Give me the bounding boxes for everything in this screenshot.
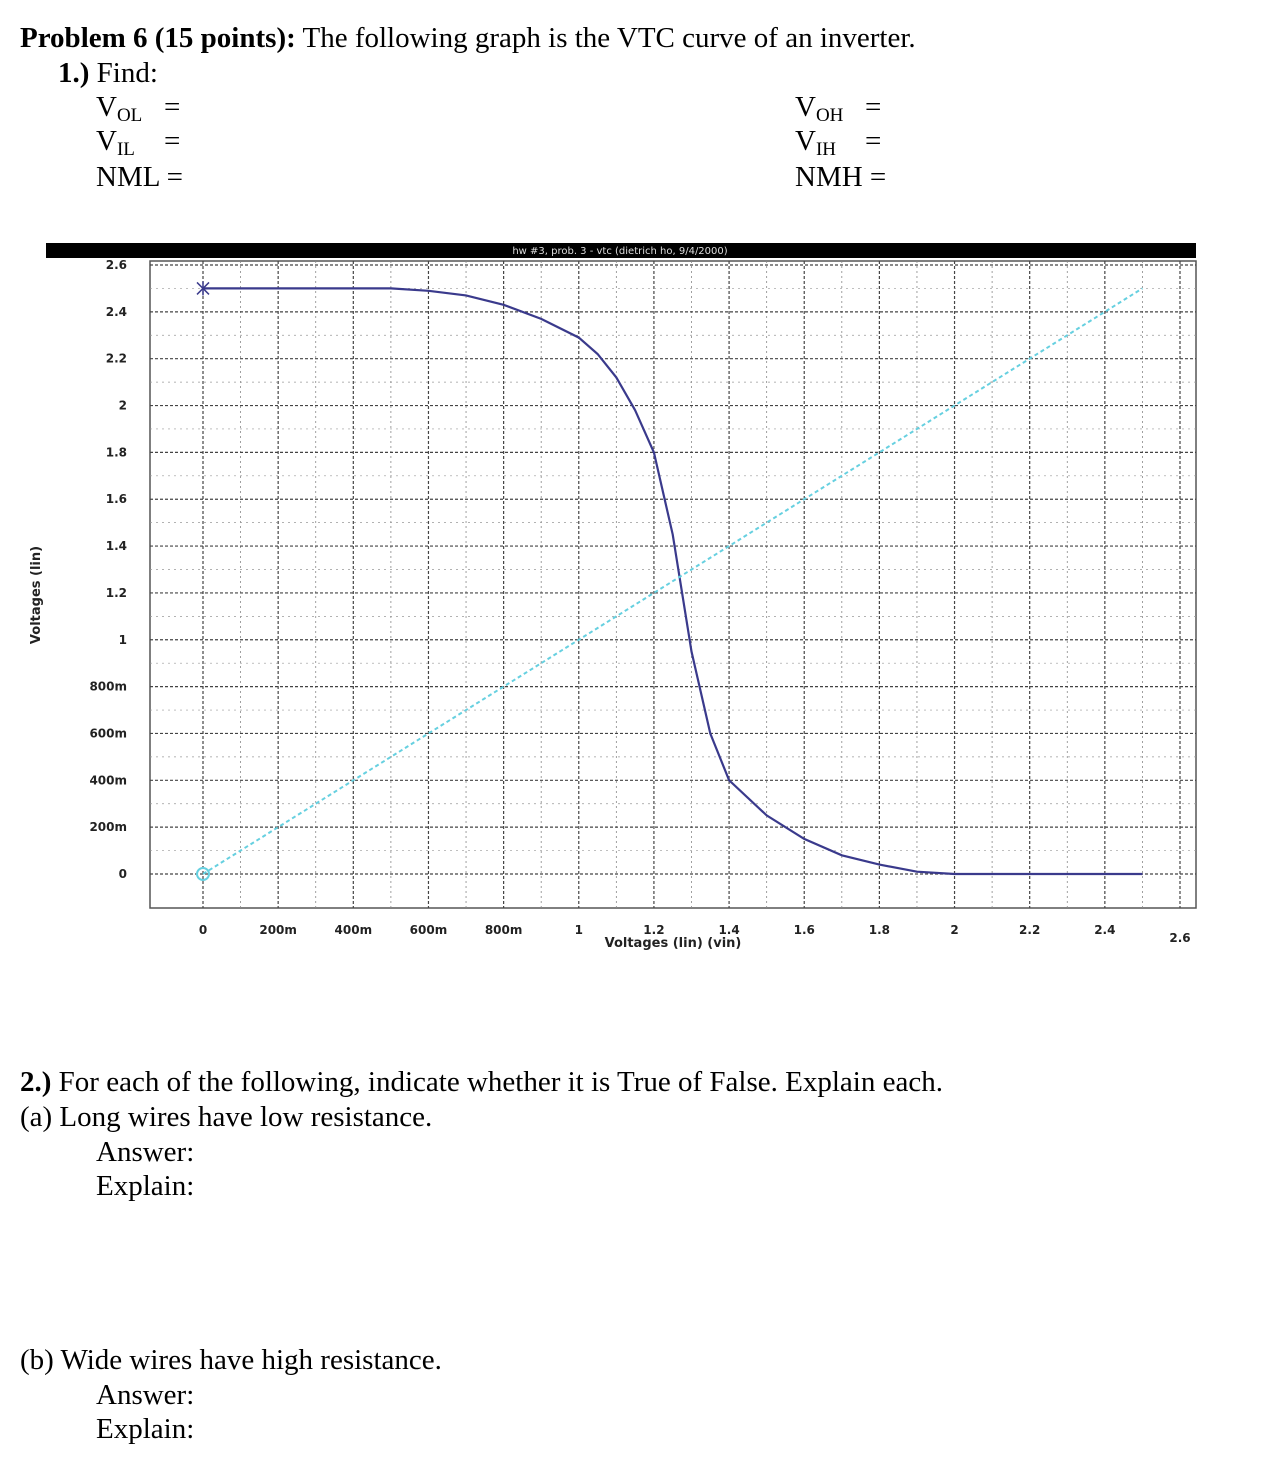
x-axis-title: Voltages (lin) (vin) (604, 936, 742, 951)
question-a-answer-label: Answer: (96, 1136, 195, 1168)
question-b-answer-label: Answer: (96, 1379, 195, 1411)
x-tick-label: 2.4 (1094, 923, 1116, 937)
question-b-explain-label: Explain: (96, 1413, 195, 1445)
field-nml: NML = (96, 161, 183, 193)
chart-series (197, 281, 1142, 880)
field-voh: VOH (795, 91, 844, 126)
x-tick-label: 0 (198, 923, 208, 937)
part1-label: 1.) (58, 57, 90, 89)
x-tick-label: 1.6 (793, 923, 815, 937)
x-tick-label: 2 (950, 923, 959, 937)
y-tick-label: 2.4 (105, 304, 127, 319)
y-tick-label: 600m (89, 726, 127, 741)
part2-instruction: For each of the following, indicate whether it is True of False. Explain each. (58, 1066, 943, 1098)
chart-grid (150, 261, 1196, 908)
x-tick-label: 1.4 (718, 923, 740, 937)
field-vih-equals: = (865, 125, 882, 157)
problem-heading: Problem 6 (15 points): (20, 22, 296, 54)
x-tick-label: 600m (409, 923, 448, 937)
part1-instruction: Find: (96, 57, 158, 89)
y-tick-label: 200m (89, 820, 127, 835)
field-vih: VIH (795, 125, 837, 160)
unity-gain-line (203, 288, 1142, 874)
y-tick-label: 1.4 (105, 539, 127, 554)
question-a-statement: (a) Long wires have low resistance. (20, 1101, 433, 1133)
x-tick-label: 2.6 (1169, 931, 1191, 945)
field-voh-equals: = (865, 91, 882, 123)
y-tick-label: 2.6 (105, 258, 127, 272)
x-tick-label: 1.2 (643, 923, 665, 937)
field-vol: VOL (96, 91, 143, 126)
x-tick-label: 800m (484, 923, 523, 937)
part2-heading (20, 1068, 943, 1097)
y-tick-label: 800m (89, 679, 127, 694)
field-vil-equals: = (164, 125, 181, 157)
part2-label: 2.) (20, 1066, 52, 1098)
problem-statement: The following graph is the VTC curve of an inverter. (302, 22, 916, 54)
plot-frame (150, 261, 1196, 908)
y-tick-label: 1.8 (105, 445, 127, 460)
field-vil: VIL (96, 125, 135, 160)
field-nmh: NMH = (795, 161, 887, 193)
y-tick-label: 400m (89, 773, 127, 788)
y-tick-label: 1 (118, 632, 127, 647)
y-tick-label: 1.2 (105, 585, 127, 600)
field-vol-equals: = (164, 91, 181, 123)
y-tick-label: 2.2 (105, 351, 127, 366)
chart-title: hw #3, prob. 3 - vtc (dietrich ho, 9/4/2000) (512, 246, 728, 257)
x-tick-label: 1.8 (868, 923, 891, 937)
y-tick-label: 1.6 (105, 492, 127, 507)
x-tick-label: 1 (574, 923, 583, 937)
x-tick-label: 400m (334, 923, 373, 937)
question-b-statement: (b) Wide wires have high resistance. (20, 1344, 442, 1376)
question-a-explain-label: Explain: (96, 1170, 195, 1202)
y-axis-title: Voltages (lin) (29, 545, 44, 645)
y-tick-label: 2 (118, 398, 127, 413)
y-tick-label: 0 (118, 867, 127, 881)
x-tick-label: 2.2 (1019, 923, 1041, 937)
x-tick-label: 200m (259, 923, 297, 937)
